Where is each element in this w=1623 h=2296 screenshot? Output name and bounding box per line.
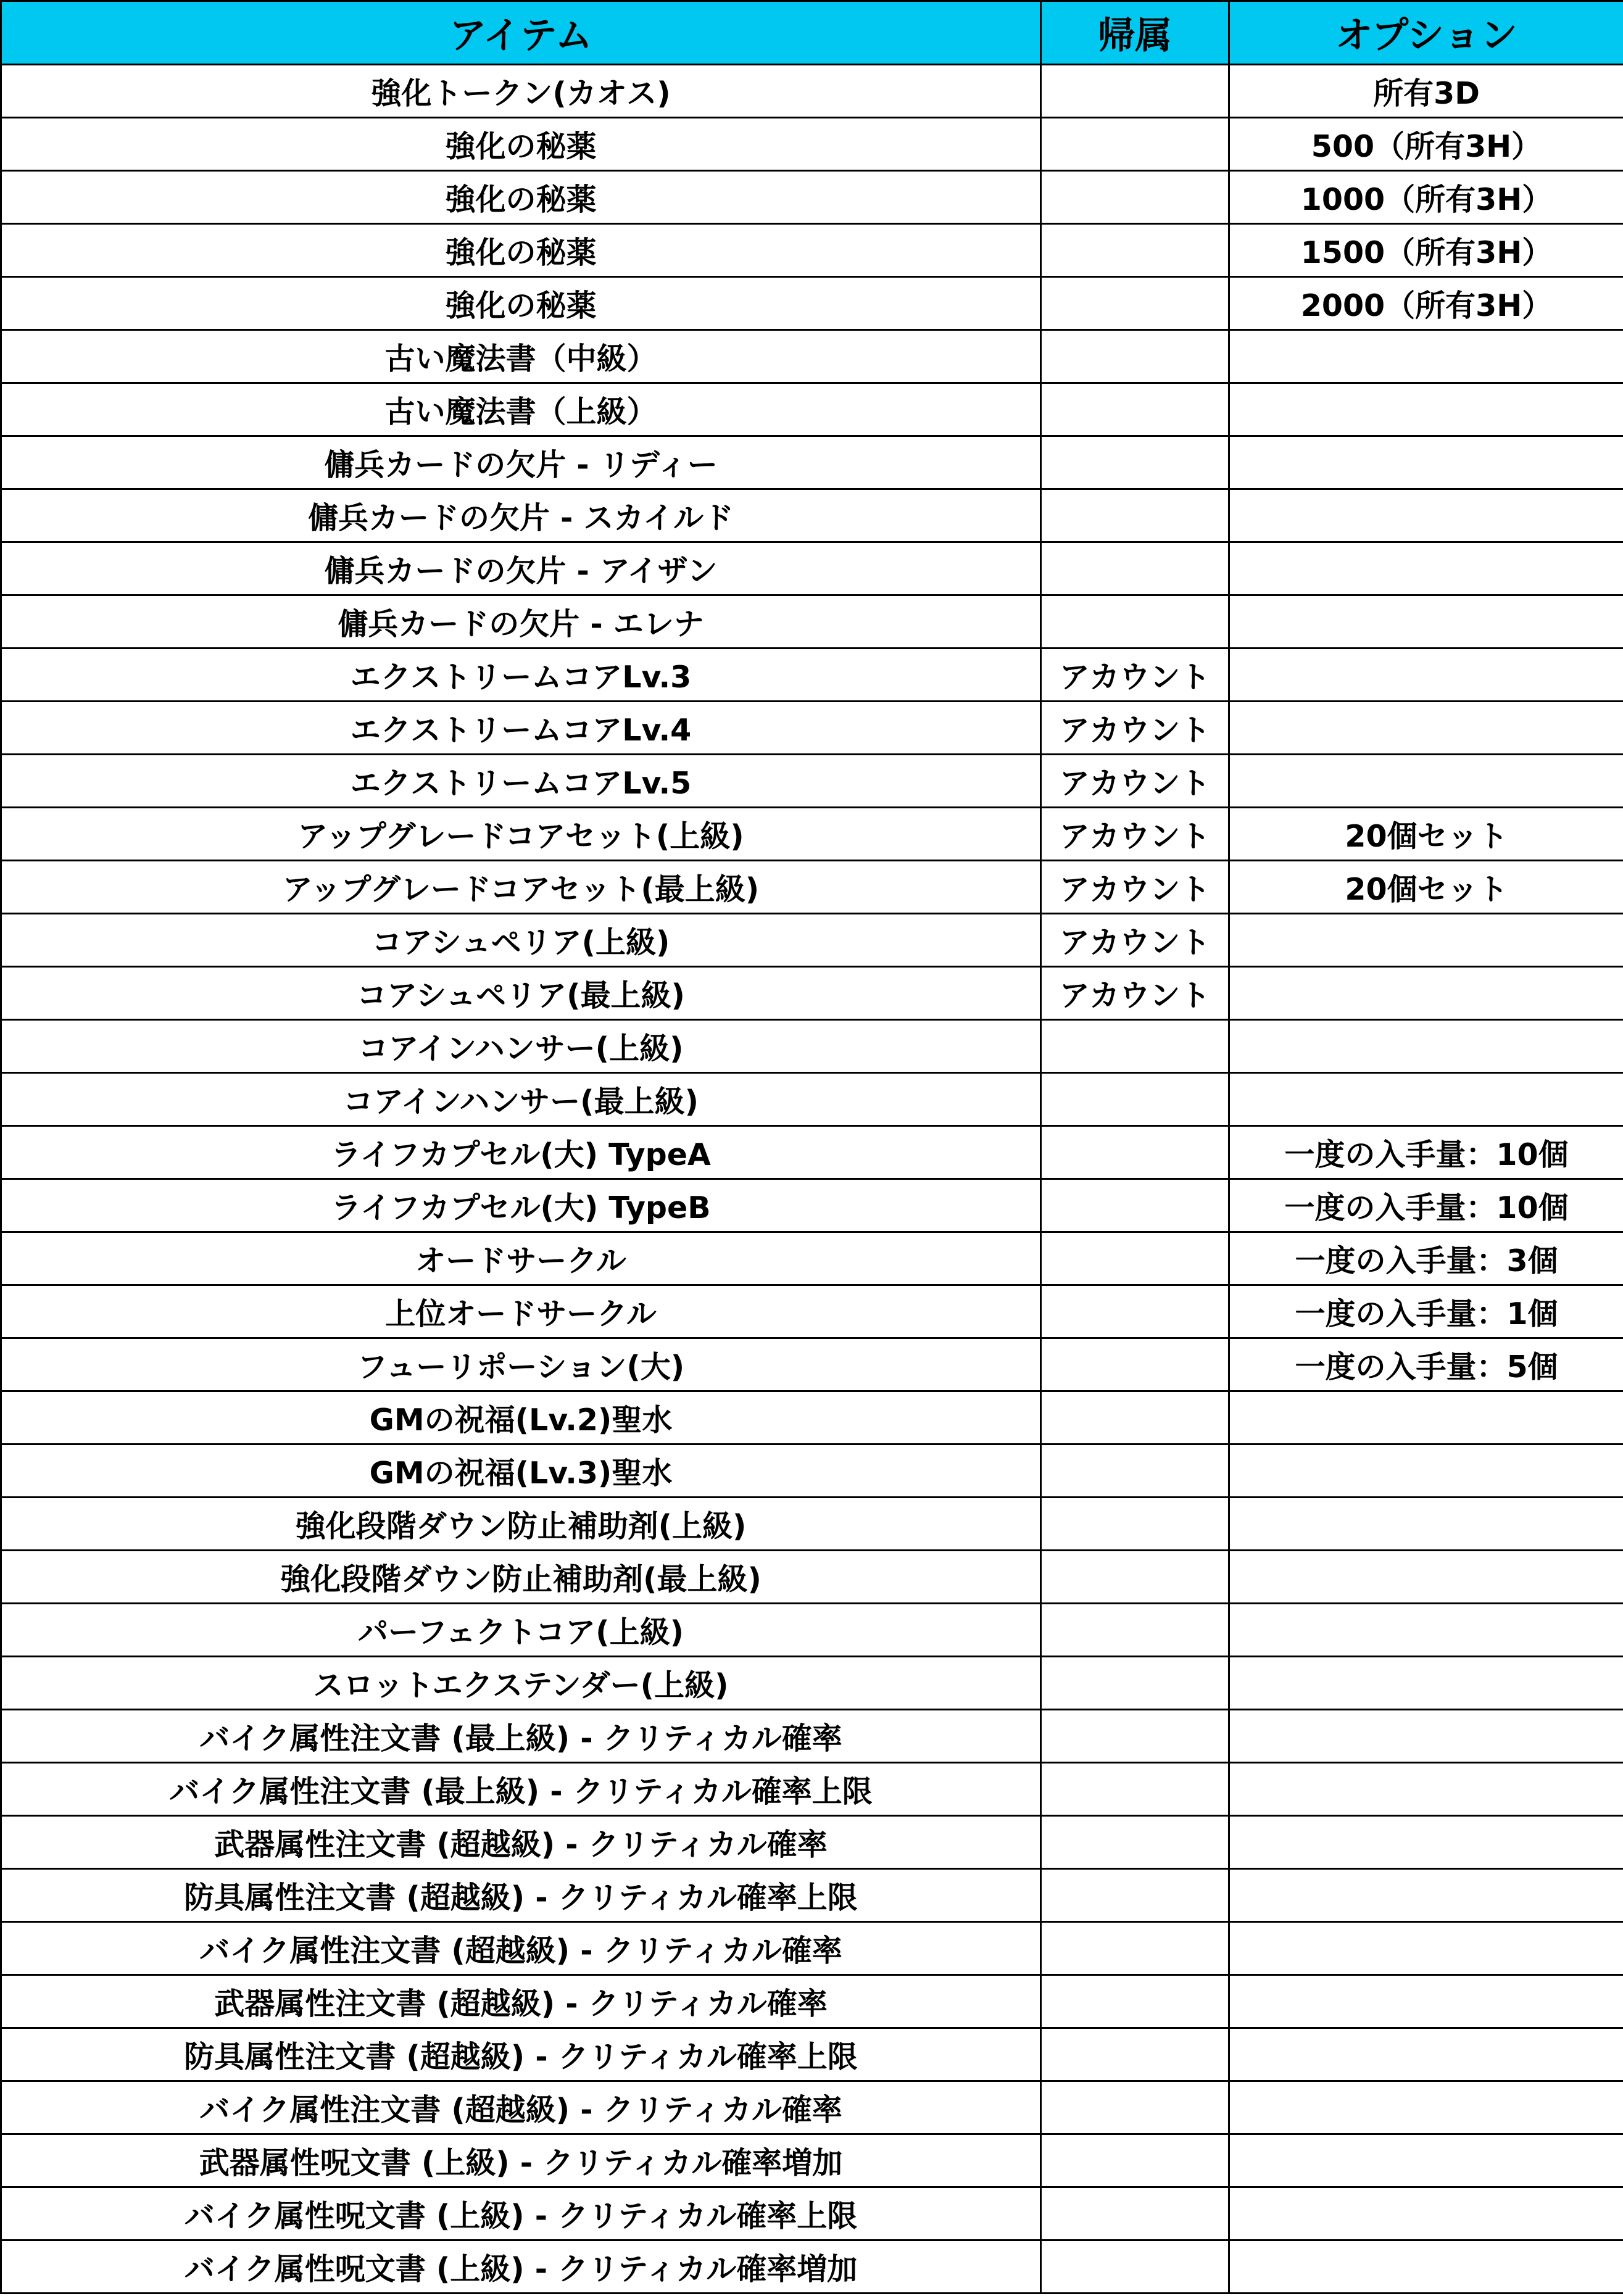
item-cell: コアインハンサー(最上級) bbox=[1, 1073, 1041, 1126]
option-cell bbox=[1229, 702, 1623, 755]
option-cell: 1500（所有3H） bbox=[1229, 224, 1623, 277]
attribution-cell bbox=[1041, 1020, 1229, 1073]
table-row bbox=[1, 2028, 1623, 2081]
attribution-cell bbox=[1041, 542, 1229, 595]
table-row bbox=[1, 1073, 1623, 1126]
table-row bbox=[1, 330, 1623, 383]
header-item: アイテム bbox=[1, 1, 1041, 65]
option-cell: 1000（所有3H） bbox=[1229, 171, 1623, 224]
attribution-cell bbox=[1041, 595, 1229, 649]
item-cell: バイク属性呪文書 (上級) - クリティカル確率上限 bbox=[1, 2187, 1041, 2240]
option-cell bbox=[1229, 1710, 1623, 1763]
table-row bbox=[1, 1232, 1623, 1285]
item-cell: アップグレードコアセット(上級) bbox=[1, 808, 1041, 861]
item-cell: エクストリームコアLv.5 bbox=[1, 755, 1041, 808]
table-row bbox=[1, 1922, 1623, 1975]
attribution-cell bbox=[1041, 1710, 1229, 1763]
option-cell bbox=[1229, 914, 1623, 967]
item-cell: 強化の秘薬 bbox=[1, 224, 1041, 277]
item-cell: ライフカプセル(大) TypeB bbox=[1, 1179, 1041, 1232]
attribution-cell bbox=[1041, 1232, 1229, 1285]
item-cell: エクストリームコアLv.4 bbox=[1, 702, 1041, 755]
attribution-cell bbox=[1041, 224, 1229, 277]
attribution-cell bbox=[1041, 1657, 1229, 1710]
option-cell bbox=[1229, 649, 1623, 702]
option-cell bbox=[1229, 1604, 1623, 1657]
table-row bbox=[1, 171, 1623, 224]
option-cell: 所有3D bbox=[1229, 65, 1623, 118]
option-cell: 20個セット bbox=[1229, 808, 1623, 861]
option-cell bbox=[1229, 542, 1623, 595]
item-cell: バイク属性注文書 (最上級) - クリティカル確率 bbox=[1, 1710, 1041, 1763]
table-row bbox=[1, 1551, 1623, 1604]
item-cell: 武器属性呪文書 (上級) - クリティカル確率増加 bbox=[1, 2134, 1041, 2187]
option-cell bbox=[1229, 755, 1623, 808]
attribution-cell bbox=[1041, 65, 1229, 118]
attribution-cell bbox=[1041, 2134, 1229, 2187]
option-cell bbox=[1229, 967, 1623, 1020]
option-cell bbox=[1229, 1444, 1623, 1498]
table-row bbox=[1, 224, 1623, 277]
table-row bbox=[1, 1657, 1623, 1710]
option-cell: 一度の入手量：1個 bbox=[1229, 1285, 1623, 1338]
option-cell bbox=[1229, 1073, 1623, 1126]
table-row bbox=[1, 702, 1623, 755]
attribution-cell bbox=[1041, 1604, 1229, 1657]
option-cell: 20個セット bbox=[1229, 861, 1623, 914]
option-cell: 一度の入手量：10個 bbox=[1229, 1126, 1623, 1179]
attribution-cell bbox=[1041, 1285, 1229, 1338]
attribution-cell: アカウント bbox=[1041, 914, 1229, 967]
header-attribution: 帰属 bbox=[1041, 1, 1229, 65]
table-row bbox=[1, 2240, 1623, 2294]
option-cell bbox=[1229, 1922, 1623, 1975]
attribution-cell bbox=[1041, 1922, 1229, 1975]
attribution-cell bbox=[1041, 2028, 1229, 2081]
item-cell: 強化の秘薬 bbox=[1, 277, 1041, 330]
item-cell: 強化段階ダウン防止補助剤(上級) bbox=[1, 1498, 1041, 1551]
attribution-cell bbox=[1041, 330, 1229, 383]
item-cell: コアシュペリア(上級) bbox=[1, 914, 1041, 967]
option-cell bbox=[1229, 1816, 1623, 1869]
table-row bbox=[1, 967, 1623, 1020]
table-row bbox=[1, 914, 1623, 967]
item-cell: ライフカプセル(大) TypeA bbox=[1, 1126, 1041, 1179]
attribution-cell bbox=[1041, 1126, 1229, 1179]
table-row bbox=[1, 1179, 1623, 1232]
item-cell: スロットエクステンダー(上級) bbox=[1, 1657, 1041, 1710]
attribution-cell bbox=[1041, 436, 1229, 489]
option-cell bbox=[1229, 1498, 1623, 1551]
table-row bbox=[1, 489, 1623, 542]
option-cell bbox=[1229, 489, 1623, 542]
header-row bbox=[1, 1, 1623, 65]
item-cell: 武器属性注文書 (超越級) - クリティカル確率 bbox=[1, 1975, 1041, 2028]
table-row bbox=[1, 1763, 1623, 1816]
attribution-cell bbox=[1041, 171, 1229, 224]
attribution-cell bbox=[1041, 1073, 1229, 1126]
option-cell bbox=[1229, 1869, 1623, 1922]
table-row bbox=[1, 65, 1623, 118]
item-cell: 防具属性注文書 (超越級) - クリティカル確率上限 bbox=[1, 1869, 1041, 1922]
attribution-cell bbox=[1041, 118, 1229, 171]
table-row bbox=[1, 2081, 1623, 2134]
option-cell bbox=[1229, 1657, 1623, 1710]
table-row bbox=[1, 1869, 1623, 1922]
attribution-cell bbox=[1041, 1338, 1229, 1391]
item-cell: GMの祝福(Lv.2)聖水 bbox=[1, 1391, 1041, 1444]
table-row bbox=[1, 1498, 1623, 1551]
option-cell: 一度の入手量：5個 bbox=[1229, 1338, 1623, 1391]
option-cell bbox=[1229, 383, 1623, 436]
attribution-cell bbox=[1041, 1551, 1229, 1604]
item-cell: オードサークル bbox=[1, 1232, 1041, 1285]
table-header bbox=[1, 1, 1623, 65]
attribution-cell bbox=[1041, 1816, 1229, 1869]
header-option: オプション bbox=[1229, 1, 1623, 65]
table-row bbox=[1, 861, 1623, 914]
attribution-cell bbox=[1041, 2187, 1229, 2240]
item-cell: パーフェクトコア(上級) bbox=[1, 1604, 1041, 1657]
table-row bbox=[1, 277, 1623, 330]
option-cell bbox=[1229, 595, 1623, 649]
item-cell: 傭兵カードの欠片 - アイザン bbox=[1, 542, 1041, 595]
table-row bbox=[1, 1338, 1623, 1391]
item-cell: 傭兵カードの欠片 - スカイルド bbox=[1, 489, 1041, 542]
attribution-cell bbox=[1041, 1869, 1229, 1922]
table-row bbox=[1, 1710, 1623, 1763]
item-cell: エクストリームコアLv.3 bbox=[1, 649, 1041, 702]
attribution-cell bbox=[1041, 277, 1229, 330]
item-cell: 強化の秘薬 bbox=[1, 118, 1041, 171]
attribution-cell bbox=[1041, 1763, 1229, 1816]
item-cell: 古い魔法書（中級） bbox=[1, 330, 1041, 383]
table-body bbox=[1, 65, 1623, 2294]
option-cell bbox=[1229, 330, 1623, 383]
item-cell: バイク属性注文書 (超越級) - クリティカル確率 bbox=[1, 1922, 1041, 1975]
table-row bbox=[1, 542, 1623, 595]
attribution-cell: アカウント bbox=[1041, 967, 1229, 1020]
option-cell: 一度の入手量：3個 bbox=[1229, 1232, 1623, 1285]
item-cell: 武器属性注文書 (超越級) - クリティカル確率 bbox=[1, 1816, 1041, 1869]
item-cell: 古い魔法書（上級） bbox=[1, 383, 1041, 436]
table-row bbox=[1, 2134, 1623, 2187]
item-cell: 傭兵カードの欠片 - エレナ bbox=[1, 595, 1041, 649]
option-cell bbox=[1229, 1763, 1623, 1816]
option-cell bbox=[1229, 1020, 1623, 1073]
table-row bbox=[1, 1020, 1623, 1073]
option-cell: 2000（所有3H） bbox=[1229, 277, 1623, 330]
option-cell bbox=[1229, 2028, 1623, 2081]
attribution-cell bbox=[1041, 489, 1229, 542]
option-cell bbox=[1229, 436, 1623, 489]
table-row bbox=[1, 808, 1623, 861]
table-row bbox=[1, 595, 1623, 649]
item-cell: バイク属性注文書 (超越級) - クリティカル確率 bbox=[1, 2081, 1041, 2134]
attribution-cell: アカウント bbox=[1041, 649, 1229, 702]
attribution-cell bbox=[1041, 1391, 1229, 1444]
table-row bbox=[1, 755, 1623, 808]
option-cell: 500（所有3H） bbox=[1229, 118, 1623, 171]
attribution-cell bbox=[1041, 1179, 1229, 1232]
table-row bbox=[1, 1444, 1623, 1498]
attribution-cell bbox=[1041, 2081, 1229, 2134]
table-row bbox=[1, 1816, 1623, 1869]
item-cell: バイク属性呪文書 (上級) - クリティカル確率増加 bbox=[1, 2240, 1041, 2294]
item-cell: コアシュペリア(最上級) bbox=[1, 967, 1041, 1020]
attribution-cell: アカウント bbox=[1041, 861, 1229, 914]
table-row bbox=[1, 383, 1623, 436]
table-row bbox=[1, 1975, 1623, 2028]
table-row bbox=[1, 1391, 1623, 1444]
option-cell bbox=[1229, 2240, 1623, 2294]
table-row bbox=[1, 118, 1623, 171]
item-cell: 傭兵カードの欠片 - リディー bbox=[1, 436, 1041, 489]
attribution-cell bbox=[1041, 1444, 1229, 1498]
item-cell: フューリポーション(大) bbox=[1, 1338, 1041, 1391]
item-cell: 上位オードサークル bbox=[1, 1285, 1041, 1338]
option-cell bbox=[1229, 1391, 1623, 1444]
item-cell: GMの祝福(Lv.3)聖水 bbox=[1, 1444, 1041, 1498]
item-cell: 強化段階ダウン防止補助剤(最上級) bbox=[1, 1551, 1041, 1604]
item-cell: アップグレードコアセット(最上級) bbox=[1, 861, 1041, 914]
table-row bbox=[1, 1285, 1623, 1338]
attribution-cell bbox=[1041, 2240, 1229, 2294]
option-cell bbox=[1229, 2187, 1623, 2240]
attribution-cell bbox=[1041, 1498, 1229, 1551]
attribution-cell: アカウント bbox=[1041, 808, 1229, 861]
option-cell bbox=[1229, 2134, 1623, 2187]
option-cell bbox=[1229, 2081, 1623, 2134]
table-row bbox=[1, 1604, 1623, 1657]
attribution-cell: アカウント bbox=[1041, 702, 1229, 755]
option-cell: 一度の入手量：10個 bbox=[1229, 1179, 1623, 1232]
table-row bbox=[1, 436, 1623, 489]
attribution-cell bbox=[1041, 1975, 1229, 2028]
table-row bbox=[1, 649, 1623, 702]
item-cell: 防具属性注文書 (超越級) - クリティカル確率上限 bbox=[1, 2028, 1041, 2081]
table-row bbox=[1, 1126, 1623, 1179]
item-cell: コアインハンサー(上級) bbox=[1, 1020, 1041, 1073]
item-cell: バイク属性注文書 (最上級) - クリティカル確率上限 bbox=[1, 1763, 1041, 1816]
item-cell: 強化の秘薬 bbox=[1, 171, 1041, 224]
attribution-cell bbox=[1041, 383, 1229, 436]
attribution-cell: アカウント bbox=[1041, 755, 1229, 808]
option-cell bbox=[1229, 1551, 1623, 1604]
option-cell bbox=[1229, 1975, 1623, 2028]
item-cell: 強化トークン(カオス) bbox=[1, 65, 1041, 118]
table-row bbox=[1, 2187, 1623, 2240]
